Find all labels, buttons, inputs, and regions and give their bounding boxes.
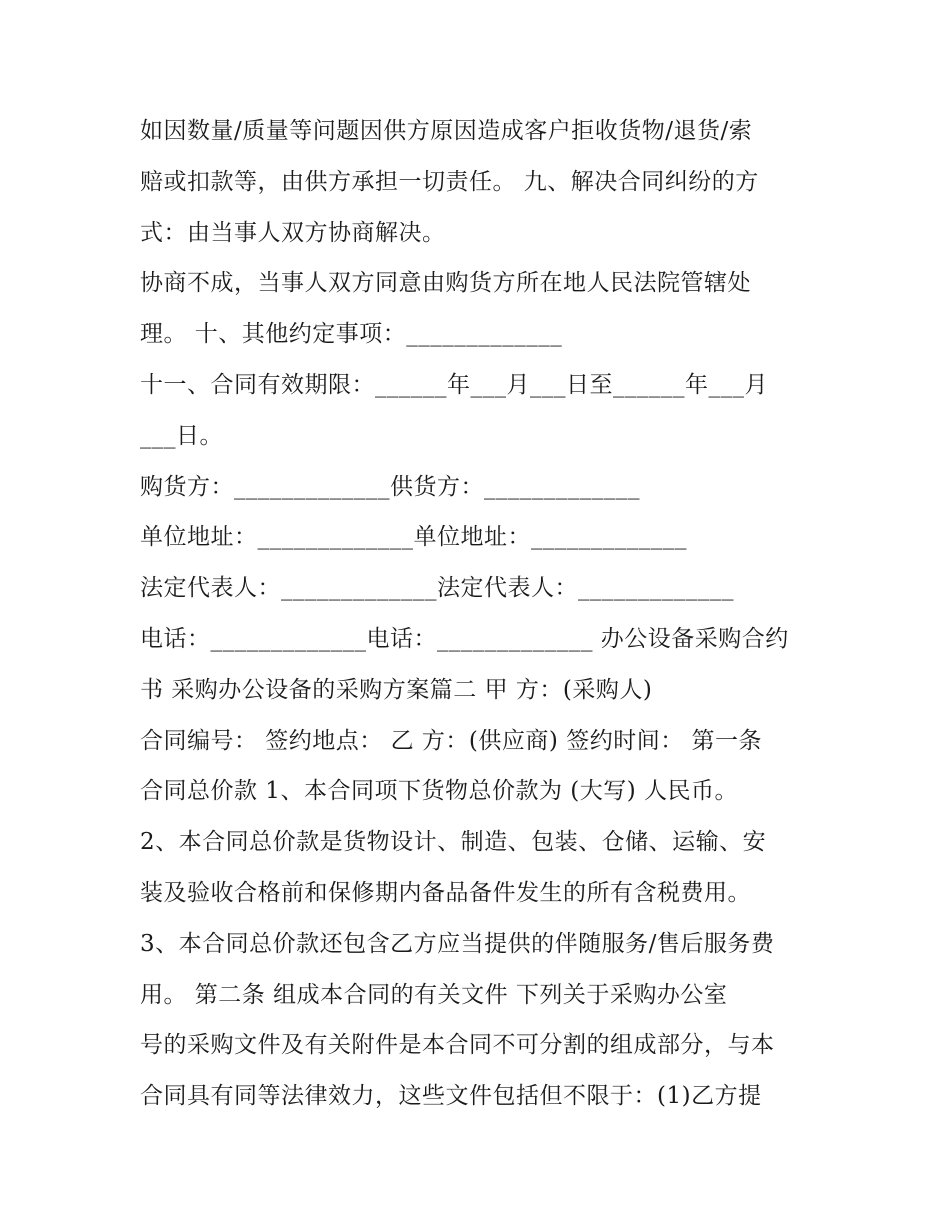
text-line: ___日。	[140, 422, 223, 449]
text-line: 如因数量/质量等问题因供方原因造成客户拒收货物/退货/索	[140, 118, 753, 144]
text-line: 购货方：_____________供货方：_____________	[140, 473, 640, 500]
text-line: 理。 十、其他约定事项：_____________	[140, 321, 563, 348]
text-line: 十一、合同有效期限：______年___月___日至______年___月	[140, 371, 768, 398]
text-line: 合同具有同等法律效力，这些文件包括但不限于：(1)乙方提	[140, 1083, 762, 1110]
text-line: 装及验收合格前和保修期内备品备件发生的所有含税费用。	[140, 879, 751, 906]
text-line: 电话：_____________电话：_____________ 办公设备采购合约	[140, 625, 789, 652]
text-line: 赔或扣款等，由供方承担一切责任。 九、解决合同纠纷的方	[140, 168, 759, 195]
text-line: 号的采购文件及有关附件是本合同不可分割的组成部分，与本	[140, 1032, 775, 1059]
text-line: 合同编号： 签约地点： 乙 方：(供应商) 签约时间： 第一条	[140, 727, 763, 754]
text-line: 式：由当事人双方协商解决。	[140, 219, 446, 246]
text-line: 单位地址：_____________单位地址：_____________	[140, 524, 687, 551]
text-line: 法定代表人：_____________法定代表人：_____________	[140, 575, 734, 602]
text-line: 用。 第二条 组成本合同的有关文件 下列关于采购办公室	[140, 981, 728, 1008]
text-line: 协商不成，当事人双方同意由购货方所在地人民法院管辖处	[140, 270, 751, 297]
text-line: 书 采购办公设备的采购方案篇二 甲 方：(采购人)	[140, 676, 653, 703]
document-body	[140, 106, 840, 1122]
text-line: 2、本合同总价款是货物设计、制造、包装、仓储、运输、安	[140, 829, 767, 856]
text-line: 3、本合同总价款还包含乙方应当提供的伴随服务/售后服务费	[140, 930, 775, 957]
text-line: 合同总价款 1、本合同项下货物总价款为 (大写) 人民币。	[140, 778, 739, 805]
